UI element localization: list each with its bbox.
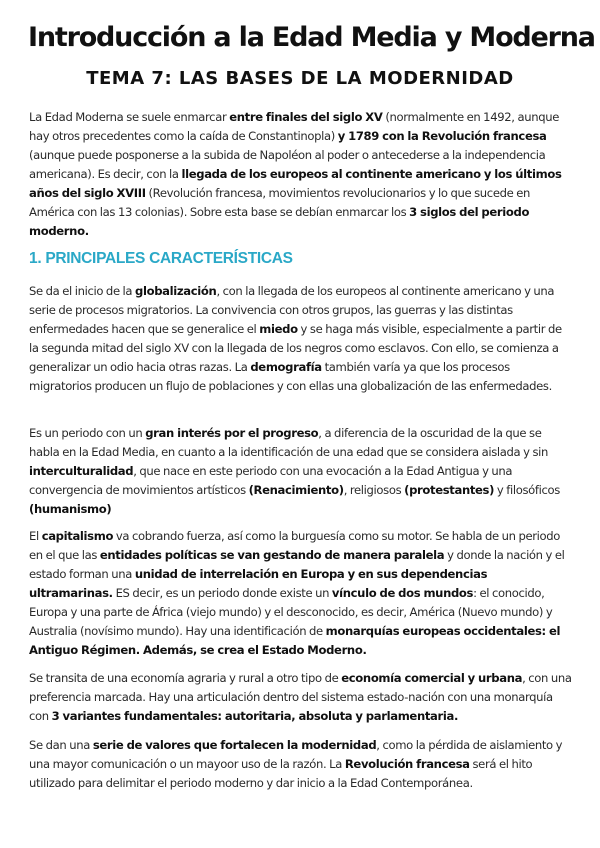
bold-text-run: llegada de los europeos al continente americano y los últimos años del siglo XVIII: [29, 167, 562, 200]
text-run: Se transita de una economía agraria y rural a otro tipo de: [29, 671, 342, 685]
text-run: El: [29, 529, 42, 543]
bold-text-run: demografía: [250, 360, 322, 374]
bold-text-run: capitalismo: [41, 529, 114, 543]
text-run: va cobrando fuerza, así como la burguesía como su motor. Se habla de un periodo en el que las: [29, 529, 561, 562]
text-run: también varía ya que los procesos migratorios producen un flujo de poblaciones y con ellas una globalización de las enfermedades.: [29, 360, 552, 393]
paragraph-globalizacion: [29, 282, 574, 396]
text-run: , que nace en este periodo con una evocación a la Edad Antigua y una convergencia de movimientos artísticos: [29, 464, 513, 497]
bold-text-run: economía comercial y urbana: [341, 671, 523, 685]
section-heading: 1. PRINCIPALES CARACTERÍSTICAS: [29, 250, 293, 267]
bold-text-run: (humanismo): [29, 502, 112, 516]
bold-text-run: (protestantes): [404, 483, 495, 497]
text-run: (aunque puede posponerse a la subida de Napoléon al poder o antecederse a la independencia americana). Es decir, con la: [29, 148, 546, 181]
topic-subtitle: TEMA 7: LAS BASES DE LA MODERNIDAD: [86, 68, 514, 89]
paragraph-progreso: [29, 424, 574, 519]
document-title: Introducción a la Edad Media y Moderna: [28, 22, 595, 53]
text-run: Se da el inicio de la: [29, 284, 136, 298]
intro-paragraph: [29, 108, 574, 241]
text-run: , con la llegada de los europeos al continente americano y una serie de procesos migratorios. La convivencia con otros grupos, las guerras y las distintas enfermedades hacen que se generalice el: [29, 284, 555, 336]
bold-text-run: gran interés por el progreso: [145, 426, 319, 440]
text-run: y filosóficos: [494, 483, 560, 497]
bold-text-run: 3 siglos del periodo moderno.: [29, 205, 530, 238]
text-run: y se haga más visible, especialmente a partir de la segunda mitad del siglo XV con la llegada de los negros como esclavos. Con ello, se comienza a generalizar un odio hacia otras razas. La: [29, 322, 562, 374]
text-run: Se dan una: [29, 738, 93, 752]
text-run: , religiosos: [343, 483, 405, 497]
bold-text-run: (Renacimiento): [248, 483, 344, 497]
text-run: , a diferencia de la oscuridad de la que se habla en la Edad Media, en cuanto a la identificación de una edad que se considera aislada y sin: [29, 426, 549, 459]
text-run: (Revolución francesa, movimientos revolucionarios y lo que sucede en América con las 13 colonias). Sobre esta base se debían enmarcar los: [29, 186, 531, 219]
bold-text-run: Revolución francesa: [344, 757, 470, 771]
bold-text-run: vínculo de dos mundos: [331, 586, 474, 600]
paragraph-valores: [29, 736, 574, 793]
text-run: (normalmente en 1492, aunque hay otros precedentes como la caída de Constantinopla): [29, 110, 560, 143]
bold-text-run: entre finales del siglo XV: [229, 110, 383, 124]
bold-text-run: monarquías europeas occidentales: el Antiguo Régimen. Además, se crea el Estado Moderno.: [29, 624, 561, 657]
bold-text-run: y 1789 con la Revolución francesa: [337, 129, 547, 143]
text-run: La Edad Moderna se suele enmarcar: [29, 110, 230, 124]
text-run: : el conocido, Europa y una parte de África (viejo mundo) y el desconocido, es decir, América (Nuevo mundo) y Australia (novísimo mundo). Hay una identificación de: [29, 586, 553, 638]
text-run: , con una preferencia marcada. Hay una articulación dentro del sistema estado-nación con una monarquía con: [29, 671, 572, 723]
bold-text-run: 3 variantes fundamentales: autoritaria, absoluta y parlamentaria.: [51, 709, 459, 723]
bold-text-run: unidad de interrelación en Europa y en sus dependencias ultramarinas.: [29, 567, 488, 600]
paragraph-economia: [29, 669, 574, 726]
bold-text-run: miedo: [259, 322, 298, 336]
text-run: ES decir, es un periodo donde existe un: [112, 586, 332, 600]
text-run: Es un periodo con un: [29, 426, 146, 440]
bold-text-run: interculturalidad: [29, 464, 134, 478]
bold-text-run: globalización: [135, 284, 217, 298]
paragraph-capitalismo: [29, 527, 574, 660]
text-run: y donde la nación y el estado forman una: [29, 548, 565, 581]
text-run: , como la pérdida de aislamiento y una mayor comunicación o un mayoor uso de la razón. La: [29, 738, 563, 771]
bold-text-run: entidades políticas se van gestando de manera paralela: [99, 548, 445, 562]
text-run: será el hito utilizado para delimitar el periodo moderno y dar inicio a la Edad Contemporánea.: [29, 757, 533, 790]
bold-text-run: serie de valores que fortalecen la modernidad: [92, 738, 377, 752]
